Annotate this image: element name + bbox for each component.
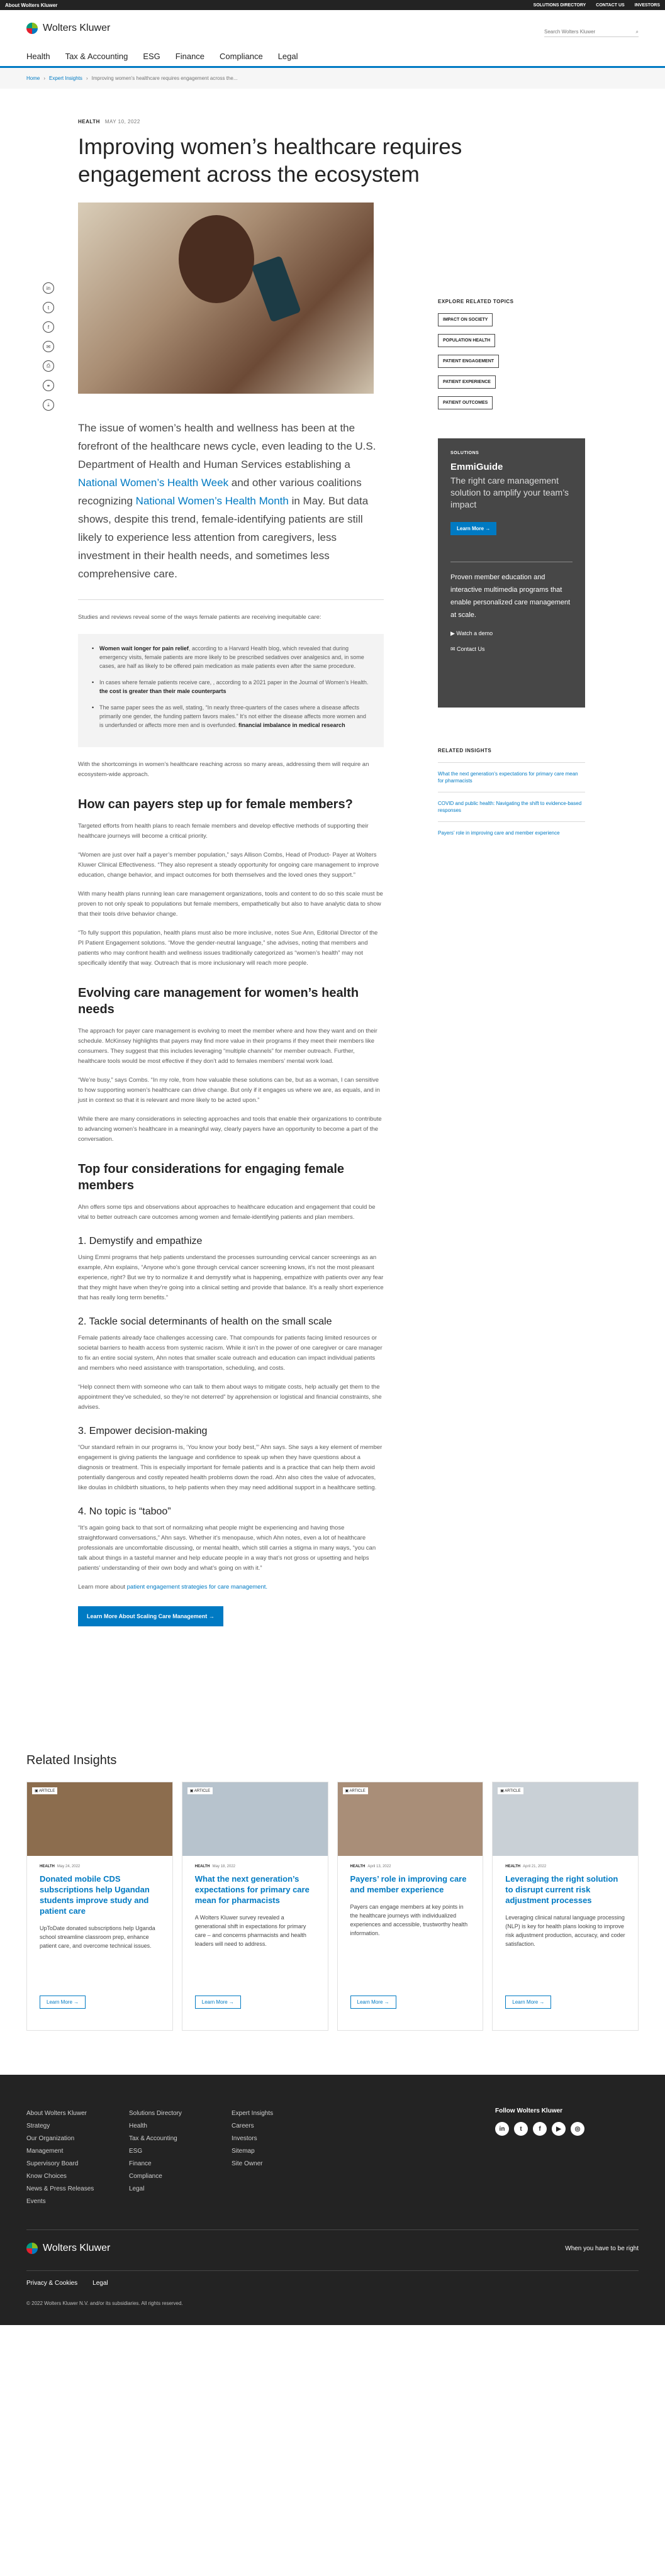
- article-badge: ▣ ARTICLE: [343, 1787, 368, 1794]
- footer-column: About Wolters Kluwer Strategy Our Organization Management Supervisory Board Know Choices News & Press Releases Events: [26, 2110, 94, 2205]
- search-input[interactable]: [544, 29, 639, 37]
- card-learn-more-button[interactable]: Learn More →: [195, 1996, 241, 2009]
- heading-empower: 3. Empower decision-making: [78, 1426, 208, 1436]
- card-learn-more-button[interactable]: Learn More →: [40, 1996, 86, 2009]
- search-placeholder: Search Wolters Kluwer: [544, 29, 596, 35]
- heading-no-taboo: 4. No topic is “taboo”: [78, 1506, 171, 1517]
- article-badge: ▣ ARTICLE: [32, 1787, 57, 1794]
- investors-link[interactable]: INVESTORS: [634, 3, 660, 8]
- download-icon[interactable]: ⤓: [43, 399, 54, 411]
- insight-card[interactable]: ▣ ARTICLE HEALTH May 24, 2022 Donated mobile CDS subscriptions help Ugandan students improve study and patient care UpToDate donated subscriptions help Uganda school streamline classroom prep, enhance patient care, and overcome technical issues. Learn More →: [26, 1782, 173, 2031]
- email-icon[interactable]: ✉: [43, 341, 54, 352]
- promo-description: Proven member education and interactive multimedia programs that enable personalized care management at scale.: [450, 562, 573, 621]
- card-learn-more-button[interactable]: Learn More →: [505, 1996, 551, 2009]
- list-item: • In cases where female patients receive care, , according to a 2021 paper in the Journal of Women’s Health. the cost is greater than their male counterparts: [92, 678, 370, 696]
- page-title: Improving women’s healthcare requires engagement across the ecosystem: [78, 135, 462, 187]
- topic-tag[interactable]: PATIENT EXPERIENCE: [438, 375, 496, 389]
- card-image: [493, 1782, 638, 1856]
- lead-paragraph: The issue of women’s health and wellness has been at the forefront of the healthcare news cycle, even leading to the U.S. Department of Health and Human Services establishing a National Women’s Health Week and other various coalitions recognizing National Women’s Health Month in May. But data shows, despite this trend, female-identifying patients are still likely to experience less attention from caregivers, less investment in their health needs, and sometimes less comprehensive care.: [78, 422, 376, 580]
- copyright: © 2022 Wolters Kluwer N.V. and/or its subsidiaries. All rights reserved.: [26, 2301, 183, 2306]
- article-badge: ▣ ARTICLE: [498, 1787, 523, 1794]
- card-learn-more-button[interactable]: Learn More →: [350, 1996, 396, 2009]
- twitter-icon[interactable]: t: [514, 2122, 528, 2136]
- card-description: Leveraging clinical natural language processing (NLP) is key for health plans looking to improve risk adjustment production, accuracy, and coder satisfaction.: [505, 1914, 625, 1947]
- insight-card[interactable]: ▣ ARTICLE HEALTH May 18, 2022 What the next generation’s expectations for primary care mean for pharmacists A Wolters Kluwer survey revealed a generational shift in expectations for primary care – and concerns pharmacists and health leaders will need to address. Learn More →: [182, 1782, 328, 2031]
- list-item: • The same paper sees the as well, stating, “In nearly three-quarters of the cases where a disease affects primarily one gender, the funding pattern favors males.” It’s not either the disease affects more women and is underfunded or affects more men and is overfunded. financial imbalance in medical research: [92, 703, 370, 730]
- card-image: [27, 1782, 172, 1856]
- card-description: UpToDate donated subscriptions help Uganda school streamline classroom prep, enhance patient care, and overcome technical issues.: [40, 1925, 155, 1949]
- nav-finance[interactable]: Finance: [175, 52, 205, 61]
- related-link[interactable]: COVID and public health: Navigating the shift to evidence-based responses: [438, 792, 585, 821]
- logo-text: Wolters Kluwer: [43, 23, 111, 33]
- tagline: When you have to be right: [565, 2245, 639, 2252]
- findings-callout: [78, 634, 384, 747]
- article-date: MAY 10, 2022: [104, 119, 140, 125]
- health-month-link[interactable]: National Women’s Health Month: [135, 495, 289, 507]
- card-description: A Wolters Kluwer survey revealed a generational shift in expectations for primary care – and concerns pharmacists and health leaders will need to address.: [194, 1914, 306, 1947]
- site-footer: [0, 2075, 665, 2325]
- insight-card[interactable]: ▣ ARTICLE HEALTH April 13, 2022 Payers’ role in improving care and member experience Payers can engage members at key points in the healthcare journeys with individualized experiences and accessible, trustworthy health information. Learn More →: [337, 1782, 484, 2031]
- breadcrumb: Home › Expert Insights › Improving women's healthcare requires engagement across the...: [0, 68, 665, 89]
- about-link[interactable]: About Wolters Kluwer: [5, 2, 58, 8]
- topic-list: [438, 313, 585, 417]
- heading-top-four: Top four considerations for engaging female members: [78, 1162, 344, 1192]
- linkedin-icon[interactable]: in: [43, 282, 54, 294]
- article-body: Studies and reviews reveal some of the ways female patients are receiving inequitable care: • Women wait longer for pain relief, according to a Harvard Health blog, which revealed that during emergency visits, female patients are more likely to be prescribed sedatives over analgesics and, in some cases, are half as likely to be offered pain medication as male patients even after the same procedure. • In cases where female patients receive care, , according to a 2021 paper in the Journal of Women’s Health. the cost is greater than their male counterparts • The same paper sees the as well, stating, “In nearly three-quarters of the cases where a disease affects primarily one gender, the funding pattern favors males.” It’s not either the disease affects more women and is underfunded or affects more men and is overfunded. financial imbalance in medical research With the shortcomings in women’s healthcare reaching across so many areas, addressing them will require an ecosystem-wide approach. How can payers step up for female members? Targeted efforts from health plans to reach female members and develop effective methods of supporting their healthcare journeys will become a critical priority. “Women are just over half a payer’s member population,” says Allison Combs, Head of Product- Payer at Wolters Kluwer Clinical Effectiveness. “They also represent a steady opportunity for ongoing care management to improve education, change behavior, and impact outcomes for both themselves and the loved ones they support.” With many health plans running lean care management organizations, tools and content to do so this scale must be proven to not only speak to populations but female members, empathetically but also to have analytic data to show that their tools drive behavior change. “To fully support this population, health plans must also be more inclusive, notes Sue Ann, Editorial Director of the PI Patient Engagement solutions. “Move the gender-neutral language,” she advises, noting that members and patients who may confront health and wellness issues traditionally categorized as “women’s health” may not specifically identify that way. Outreach that is more inclusionary will reach more people. Evolving care management for women’s health needs The approach for payer care management is evolving to meet the member where and how they want and on their schedule. McKinsey highlights that payers may find more value in their programs if they meet their members like consumers. They suggest that this includes leveraging “multiple channels” for member outreach. Further, healthcare tools would be most effective if they don’t add to females members’ mental work load. “We’re busy,” says Combs. “In my role, from how valuable these solutions can be, but as a woman, I can sensitive to how supporting women’s healthcare can drive change. But only if it engages us where we are, as equals, and in just in context so that it is relevant and more likely to be acted upon.” While there are many considerations in selecting approaches and tools that enable their organizations to contribute to advancing women’s healthcare in a meaningful way, clearly payers have an opportunity to become a part of the conversation. Top four considerations for engaging female members Ahn offers some tips and observations about approaches to healthcare education and engagement that could be vital to better outreach care outcomes among women and female-identifying patients and plan members. 1. Demystify and empathize Using Emmi programs that help patients understand the processes surrounding cervical cancer screenings as an example, Ahn explains, “Anyone who’s gone through cervical cancer screening knows, it’s not the most pleasant experience, right? But we try to normalize it and demystify what is happening, empathize with patients over any fear that they might have when they’re going into a clinical setting and provide that balance. It’s a really short experience that has really long term benefits.” 2. Tackle social determinants of health on the small scale Female patients already face challenges accessing care. That compounds for patients facing limited resources or societal barriers to health access from systemic racism. While it isn’t in the power of one caregiver or care manager to fix an entire social system, Ahn notes that smaller scale outreach and education can impact individual patients and members who need assistance with transportation, scheduling, and costs. “Help connect them with someone who can talk to them about ways to mitigate costs, help actually get them to the appointment they’ve scheduled, so they’re not deterred” by apprehension or logistical and financial constraints, she advises. 3. Empower decision-making “Our standard refrain in our programs is, ‘You know your body best,’” Ahn says. She says a key element of member engagement is giving patients the language and confidence to speak up when they have questions about a diagnosis or treatment. This is especially important for female patients and is a practice that can help them avoid potentially dangerous and costly repeated health problems down the road. Ahn also cites the value of advocates, like doulas in childbirth situations, to help patients when they may need additional support in a healthcare setting. 4. No topic is “taboo” “It’s again going back to that sort of normalizing what people might be experiencing and having those straightforward conversations,” Ahn says. Whether it’s menopause, which Ahn notes, even a lot of healthcare professionals are uncomfortable discussing, or mental health, which still carries a stigma in many ways, “you can talk about things in a tasteful manner and help educate people in a way that’s not gross or upsetting and helps patients’ understanding of their own body and what’s going on with it.” Learn more about patient engagement strategies for care management. Learn More About Scaling Care Management →: [78, 613, 384, 1626]
- nav-tax-accounting[interactable]: Tax & Accounting: [65, 52, 128, 61]
- nav-legal[interactable]: Legal: [277, 52, 298, 61]
- linkedin-icon[interactable]: in: [495, 2122, 509, 2136]
- card-title[interactable]: What the next generation’s expectations for primary care mean for pharmacists: [194, 1874, 310, 1905]
- sidebar: [438, 299, 585, 844]
- link-icon[interactable]: ⚭: [43, 380, 54, 391]
- logo-icon: [26, 23, 38, 34]
- promo-label: SOLUTIONS: [450, 451, 479, 455]
- nav-esg[interactable]: ESG: [143, 52, 160, 61]
- divider: [78, 599, 384, 600]
- article-category: HEALTH: [78, 119, 100, 125]
- print-icon[interactable]: ⎙: [43, 360, 54, 372]
- related-heading: Related Insights: [26, 1753, 117, 1767]
- card-title[interactable]: Donated mobile CDS subscriptions help Ugandan students improve study and patient care: [40, 1874, 150, 1916]
- follow-section: [495, 2107, 639, 2208]
- search-icon[interactable]: ⌕: [635, 29, 639, 35]
- heading-social-determinants: 2. Tackle social determinants of health on the small scale: [78, 1316, 332, 1327]
- card-title[interactable]: Leveraging the right solution to disrupt current risk adjustment processes: [505, 1874, 618, 1905]
- bridge-paragraph: With the shortcomings in women’s healthcare reaching across so many areas, addressing them will require an ecosystem-wide approach.: [78, 761, 369, 778]
- topic-tag[interactable]: IMPACT ON SOCIETY: [438, 313, 493, 326]
- breadcrumb-home[interactable]: Home: [26, 75, 40, 81]
- article-badge: ▣ ARTICLE: [187, 1787, 213, 1794]
- contact-us-link[interactable]: ✉ Contact Us: [450, 646, 485, 652]
- scaling-care-button[interactable]: Learn More About Scaling Care Management →: [78, 1606, 223, 1626]
- related-insights: [0, 1727, 665, 2056]
- related-link[interactable]: What the next generation’s expectations for primary care mean for pharmacists: [438, 762, 585, 792]
- promo-learn-more-button[interactable]: Learn More →: [450, 522, 496, 535]
- solutions-directory-link[interactable]: SOLUTIONS DIRECTORY: [533, 3, 586, 8]
- intro-paragraph: Studies and reviews reveal some of the ways female patients are receiving inequitable care:: [78, 614, 321, 621]
- watch-demo-link[interactable]: ▶ Watch a demo: [450, 630, 493, 636]
- learn-more-link[interactable]: patient engagement strategies for care management.: [126, 1584, 268, 1591]
- facebook-icon[interactable]: f: [533, 2122, 547, 2136]
- insight-card[interactable]: ▣ ARTICLE HEALTH April 21, 2022 Leveraging the right solution to disrupt current risk adjustment processes Leveraging clinical natural language processing (NLP) is key for health plans looking to improve risk adjustment production, accuracy, and coder satisfaction. Learn More →: [492, 1782, 639, 2031]
- logo-icon: [26, 2243, 38, 2254]
- article-meta: [78, 119, 665, 125]
- card-description: Payers can engage members at key points in the healthcare journeys with individualized experiences and accessible, trustworthy health information.: [350, 1904, 468, 1936]
- heading-payers: How can payers step up for female members?: [78, 797, 353, 811]
- contact-us-link[interactable]: CONTACT US: [596, 3, 625, 8]
- heading-demystify: 1. Demystify and empathize: [78, 1236, 203, 1246]
- site-header: [0, 10, 665, 52]
- promo-headline: The right care management solution to amplify your team’s impact: [450, 475, 569, 509]
- nav-compliance[interactable]: Compliance: [220, 52, 263, 61]
- privacy-link[interactable]: Privacy & Cookies: [26, 2280, 78, 2287]
- footer-column: Solutions Directory Health Tax & Accounting ESG Finance Compliance Legal: [129, 2110, 182, 2192]
- related-insights-title: RELATED INSIGHTS: [438, 748, 492, 753]
- list-item: • Women wait longer for pain relief, according to a Harvard Health blog, which revealed that during emergency visits, female patients are more likely to be prescribed sedatives over analgesics and, in some cases, are half as likely to be offered pain medication as male patients even after the same procedure.: [92, 644, 370, 670]
- hero-image: [78, 203, 374, 394]
- card-list: [26, 1782, 639, 2031]
- legal-link[interactable]: Legal: [92, 2280, 108, 2287]
- card-image: [182, 1782, 328, 1856]
- youtube-icon[interactable]: ▶: [552, 2122, 566, 2136]
- topic-tag[interactable]: POPULATION HEALTH: [438, 334, 495, 347]
- related-link[interactable]: Payers’ role in improving care and member experience: [438, 821, 585, 844]
- nav-health[interactable]: Health: [26, 52, 50, 61]
- learn-more-paragraph: Learn more about patient engagement strategies for care management.: [78, 1584, 268, 1591]
- promo-name: EmmiGuide: [450, 462, 503, 472]
- breadcrumb-expert-insights[interactable]: Expert Insights: [49, 75, 82, 81]
- footer-column: Expert Insights Careers Investors Sitemap Site Owner: [232, 2110, 274, 2167]
- article: [0, 89, 665, 1626]
- solution-promo: [438, 438, 585, 708]
- main-nav: [0, 52, 665, 68]
- twitter-icon[interactable]: t: [43, 302, 54, 313]
- card-title[interactable]: Payers’ role in improving care and member experience: [350, 1874, 467, 1894]
- follow-title: Follow Wolters Kluwer: [495, 2107, 563, 2114]
- related-insights-sidebar: [438, 748, 585, 844]
- topic-tag[interactable]: PATIENT OUTCOMES: [438, 396, 493, 409]
- top-utility-bar: [0, 0, 665, 10]
- heading-evolving: Evolving care management for women’s health needs: [78, 986, 359, 1016]
- card-image: [338, 1782, 483, 1856]
- topic-tag[interactable]: PATIENT ENGAGEMENT: [438, 355, 499, 368]
- explore-topics-title: EXPLORE RELATED TOPICS: [438, 299, 514, 304]
- health-week-link[interactable]: National Women’s Health Week: [78, 477, 229, 489]
- share-bar: [43, 282, 54, 411]
- footer-logo[interactable]: Wolters Kluwer: [26, 2243, 110, 2254]
- facebook-icon[interactable]: f: [43, 321, 54, 333]
- breadcrumb-current: Improving women's healthcare requires engagement across the...: [91, 75, 238, 81]
- instagram-icon[interactable]: ◎: [571, 2122, 584, 2136]
